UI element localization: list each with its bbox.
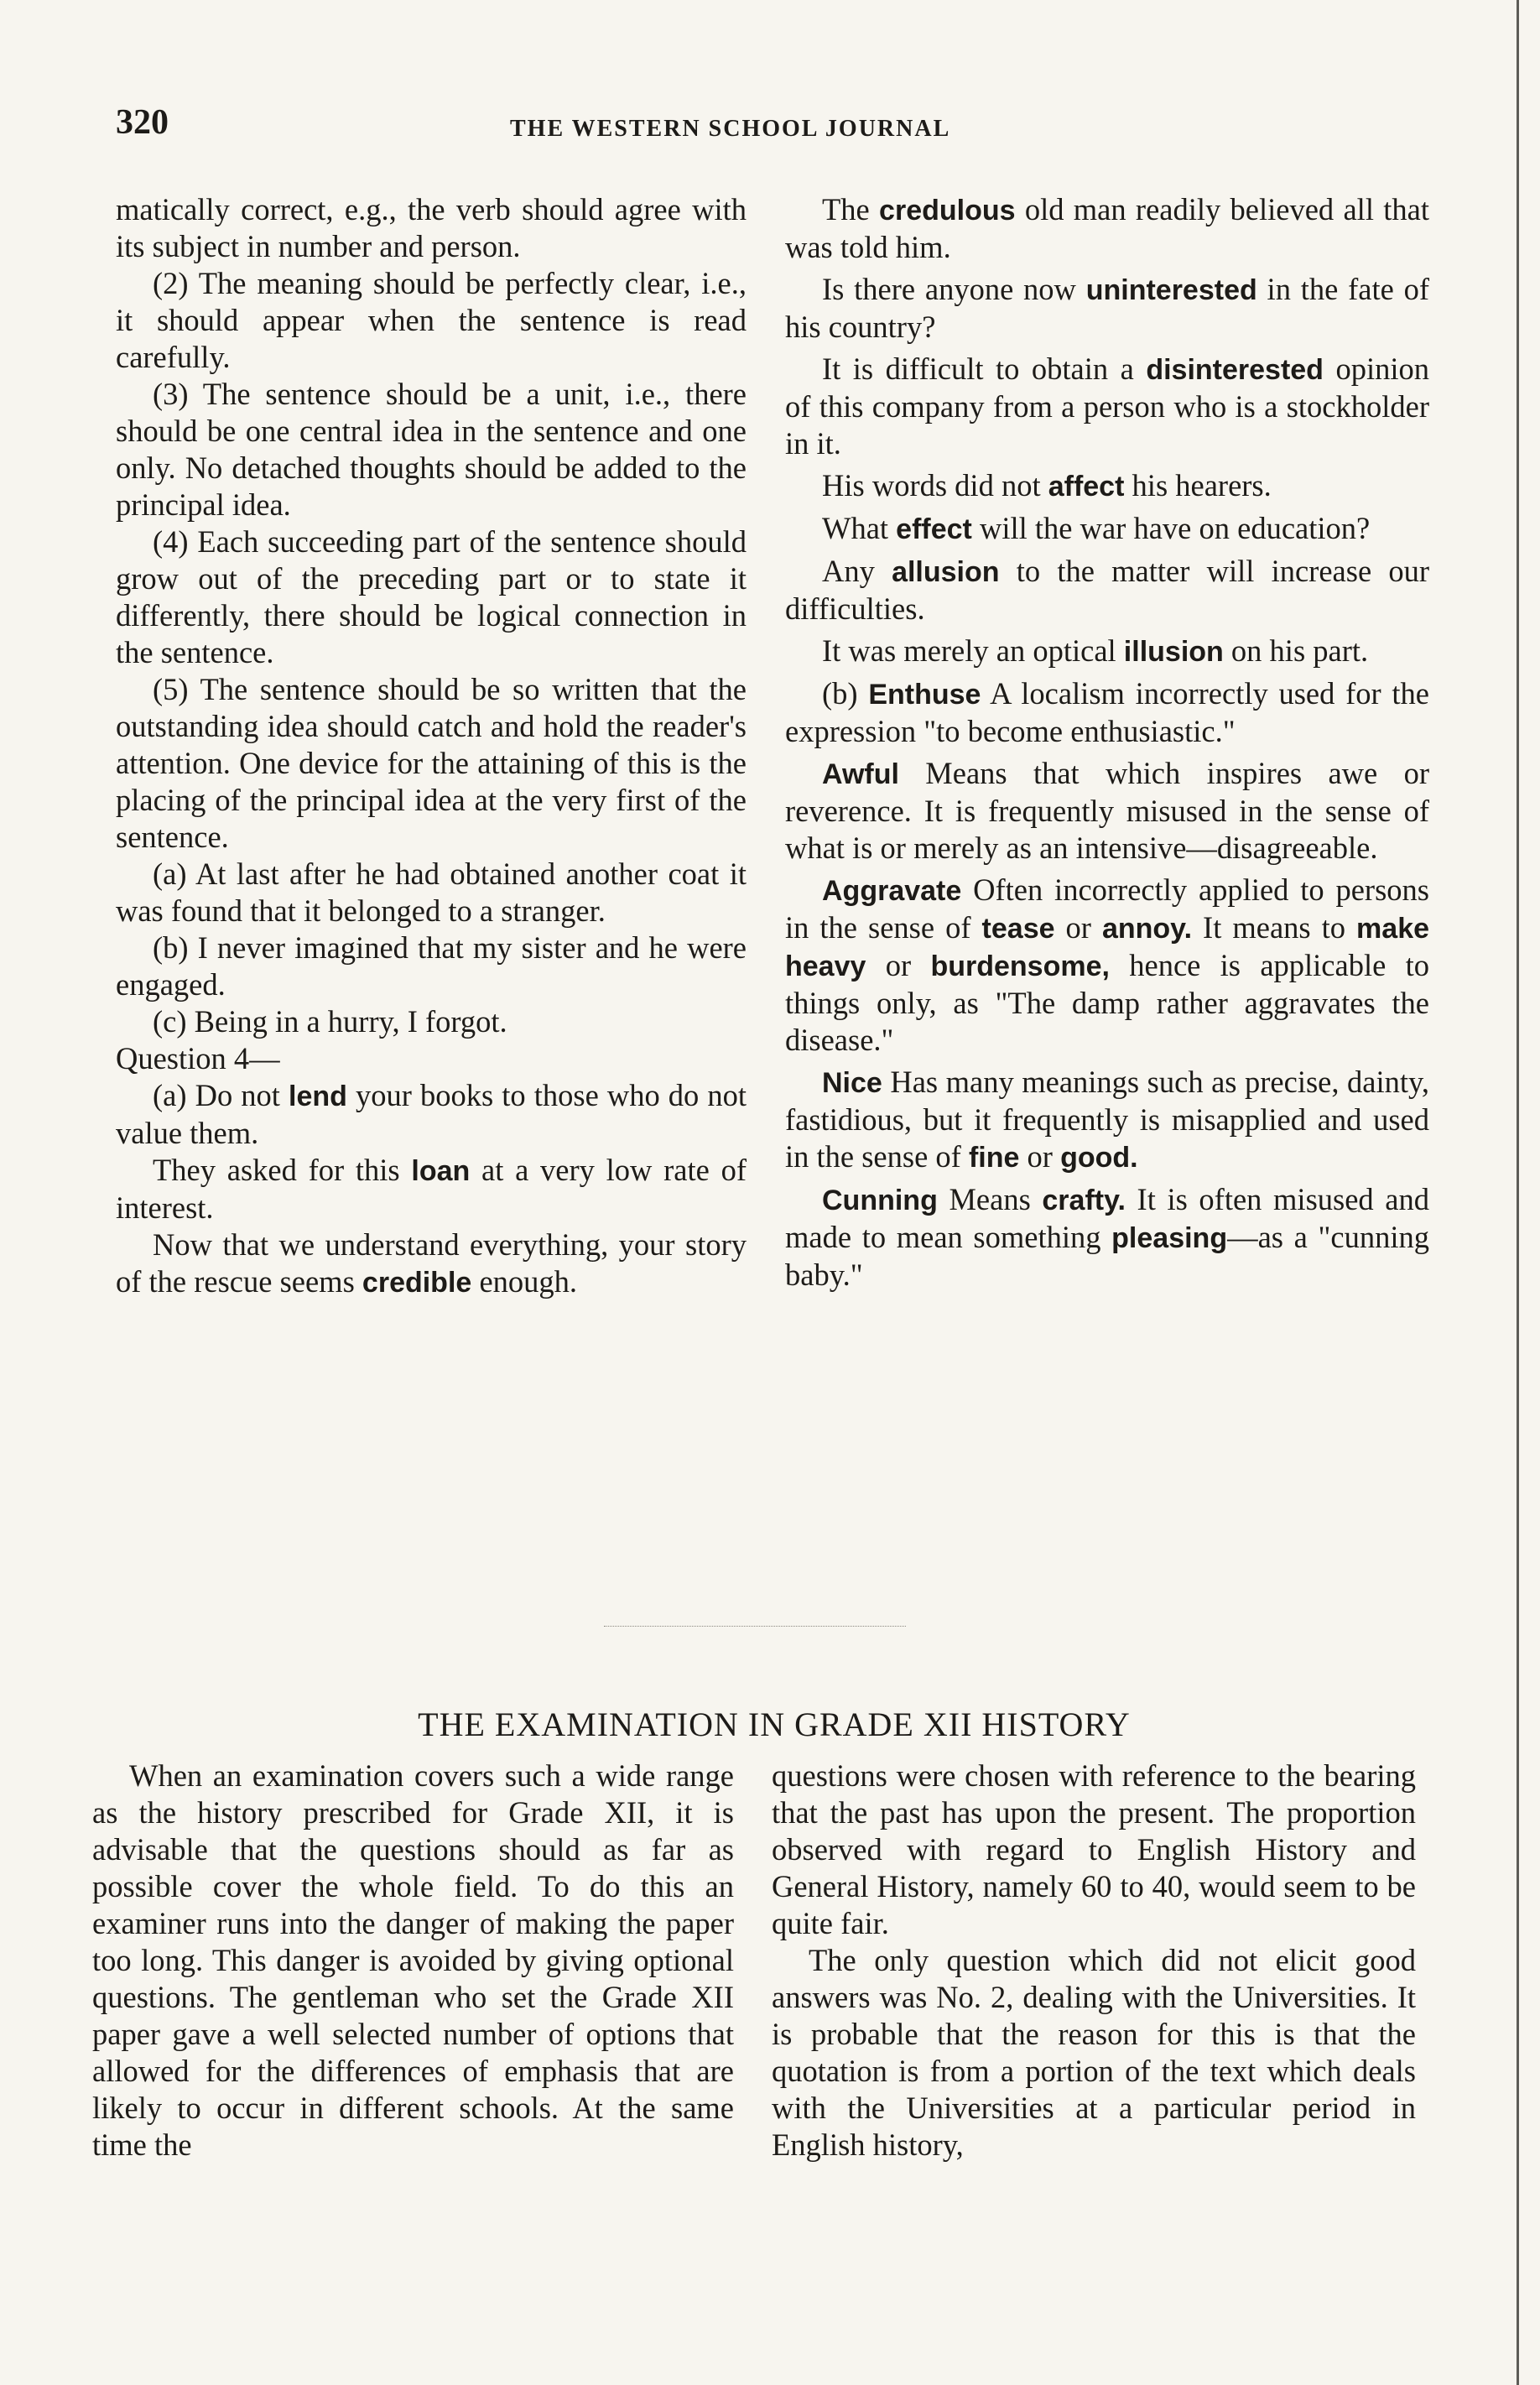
binding-edge-line bbox=[1517, 0, 1519, 2385]
text-run: Means that which inspires awe or reverence. It is frequently misused in the sense of what is or merely as an intensive—disagreeable. bbox=[785, 756, 1429, 865]
text-run: or bbox=[1054, 910, 1102, 945]
text-run: It means to bbox=[1192, 910, 1357, 945]
section-right-column bbox=[772, 1758, 1416, 2164]
example-sentence: (b) I never imagined that my sister and he were engaged. bbox=[116, 930, 747, 1002]
paragraph: The only question which did not elicit good answers was No. 2, dealing with the Universities. It is probable that the reason for this is that the quotation is from a portion of the text which deals with the Universities at a particular period in English history, bbox=[772, 1943, 1416, 2162]
keyword: effect bbox=[896, 513, 972, 545]
text-run: in the fate of his country? bbox=[785, 272, 1429, 344]
keyword: make heavy bbox=[785, 913, 1430, 982]
usage-note bbox=[785, 1181, 1429, 1294]
text-run: hence is applicable to things only, as "The damp rather aggravates the disease." bbox=[785, 948, 1430, 1057]
keyword: illusion bbox=[1123, 636, 1224, 668]
keyword: good. bbox=[1060, 1142, 1138, 1174]
example-sentence bbox=[785, 191, 1429, 266]
text-run: will the war have on education? bbox=[971, 511, 1371, 545]
right-column bbox=[785, 191, 1429, 1299]
paragraph: (3) The sentence should be a unit, i.e., there should be one central idea in the sentence and one only. No detached thoughts should be added to the principal idea. bbox=[116, 377, 747, 522]
text-run: It is difficult to obtain a bbox=[822, 352, 1147, 386]
text-run: (a) Do not bbox=[153, 1078, 289, 1112]
text-run: to the matter will increase our difficulties. bbox=[785, 554, 1430, 626]
example-sentence: (c) Being in a hurry, I forgot. bbox=[153, 1004, 507, 1039]
example-sentence: (a) At last after he had obtained another coat it was found that it belonged to a stranger. bbox=[116, 857, 747, 928]
left-column bbox=[116, 191, 747, 1301]
keyword: loan bbox=[411, 1155, 471, 1187]
text-run: enough. bbox=[471, 1264, 578, 1299]
text-run: His words did not bbox=[822, 468, 1048, 503]
keyword: Enthuse bbox=[868, 679, 981, 711]
question-label: Question 4— bbox=[116, 1041, 280, 1075]
keyword: disinterested bbox=[1146, 354, 1324, 386]
usage-note bbox=[785, 675, 1429, 750]
example-sentence bbox=[785, 351, 1429, 462]
section-left-column bbox=[92, 1758, 734, 2164]
text-run: on his part. bbox=[1223, 633, 1369, 668]
paragraph: When an examination covers such a wide range as the history prescribed for Grade XII, it is advisable that the questions should as far as possible cover the whole field. To do this an examiner runs into the danger of making the paper too long. This danger is avoided by giving optional questions. The gentleman who set the Grade XII paper gave a well selected number of options that allowed for the differences of emphasis that are likely to occur in different schools. At the same time the bbox=[92, 1758, 734, 2162]
text-run: Means bbox=[937, 1182, 1043, 1216]
text-run: his hearers. bbox=[1124, 468, 1272, 503]
paragraph: questions were chosen with reference to the bearing that the past has upon the present. The proportion observed with regard to English History and General History, namely 60 to 40, would seem to be quite fair. bbox=[772, 1758, 1416, 1940]
page-header bbox=[116, 102, 1475, 153]
keyword: credulous bbox=[879, 195, 1016, 227]
keyword: lend bbox=[289, 1081, 347, 1112]
text-run: old man readily believed all that was told him. bbox=[785, 192, 1429, 264]
keyword: pleasing bbox=[1111, 1222, 1228, 1254]
keyword: uninterested bbox=[1085, 274, 1257, 306]
text-run: Has many meanings such as precise, dainty, fastidious, but it frequently is misapplied and used in the sense of bbox=[785, 1065, 1429, 1174]
paragraph: matically correct, e.g., the verb should agree with its subject in number and person. bbox=[116, 192, 747, 263]
keyword: credible bbox=[362, 1267, 472, 1299]
text-run: —as a "cunning baby." bbox=[785, 1220, 1429, 1292]
text-run: at a very low rate of interest. bbox=[116, 1153, 747, 1225]
keyword: Cunning bbox=[822, 1185, 938, 1216]
paragraph: (2) The meaning should be perfectly clear, i.e., it should appear when the sentence is read carefully. bbox=[116, 266, 747, 374]
text-run: It is often misused and made to mean something bbox=[785, 1182, 1429, 1254]
keyword: Awful bbox=[822, 758, 899, 790]
text-run: What bbox=[822, 511, 897, 545]
example-sentence bbox=[116, 1077, 747, 1152]
keyword: fine bbox=[968, 1142, 1020, 1174]
keyword: allusion bbox=[892, 556, 1000, 588]
example-sentence bbox=[116, 1152, 747, 1226]
keyword: annoy. bbox=[1101, 913, 1193, 945]
usage-note bbox=[785, 1064, 1429, 1176]
text-run: Now that we understand everything, your story of the rescue seems bbox=[116, 1227, 747, 1299]
text-run: A localism incorrectly used for the expression "to become enthusiastic." bbox=[785, 676, 1430, 748]
example-sentence bbox=[785, 271, 1429, 346]
text-run: Is there anyone now bbox=[822, 272, 1086, 306]
section-divider bbox=[604, 1626, 906, 1627]
example-sentence bbox=[785, 553, 1429, 627]
example-sentence bbox=[785, 633, 1429, 670]
usage-note bbox=[785, 755, 1429, 867]
text-run: or bbox=[1019, 1139, 1061, 1174]
example-sentence bbox=[785, 510, 1429, 548]
keyword: affect bbox=[1048, 471, 1125, 503]
keyword: crafty. bbox=[1042, 1185, 1126, 1216]
text-run: (b) bbox=[822, 676, 869, 711]
text-run: They asked for this bbox=[153, 1153, 412, 1187]
text-run: Often incorrectly applied to persons in the sense of bbox=[785, 872, 1429, 945]
section-title: THE EXAMINATION IN GRADE XII HISTORY bbox=[418, 1705, 1131, 1743]
text-run: your books to those who do not value them. bbox=[116, 1078, 747, 1150]
text-run: or bbox=[866, 948, 931, 982]
keyword: Nice bbox=[822, 1067, 882, 1099]
usage-note bbox=[785, 872, 1429, 1059]
example-sentence bbox=[116, 1226, 747, 1301]
text-run: It was merely an optical bbox=[822, 633, 1124, 668]
keyword: Aggravate bbox=[822, 875, 962, 907]
paragraph: (4) Each succeeding part of the sentence should grow out of the preceding part or to state it differently, there should be logical connection in the sentence. bbox=[116, 524, 747, 669]
keyword: tease bbox=[981, 913, 1055, 945]
text-run: The bbox=[822, 192, 880, 227]
text-run: Any bbox=[822, 554, 892, 588]
page-number: 320 bbox=[116, 103, 169, 142]
paragraph: (5) The sentence should be so written that the outstanding idea should catch and hold the reader's attention. One device for the attaining of this is the placing of the principal idea at the very first of the sentence. bbox=[116, 672, 747, 854]
running-head: THE WESTERN SCHOOL JOURNAL bbox=[510, 116, 951, 142]
example-sentence bbox=[785, 467, 1429, 505]
text-run: opinion of this company from a person who is a stockholder in it. bbox=[785, 352, 1429, 461]
keyword: burdensome, bbox=[930, 950, 1110, 982]
